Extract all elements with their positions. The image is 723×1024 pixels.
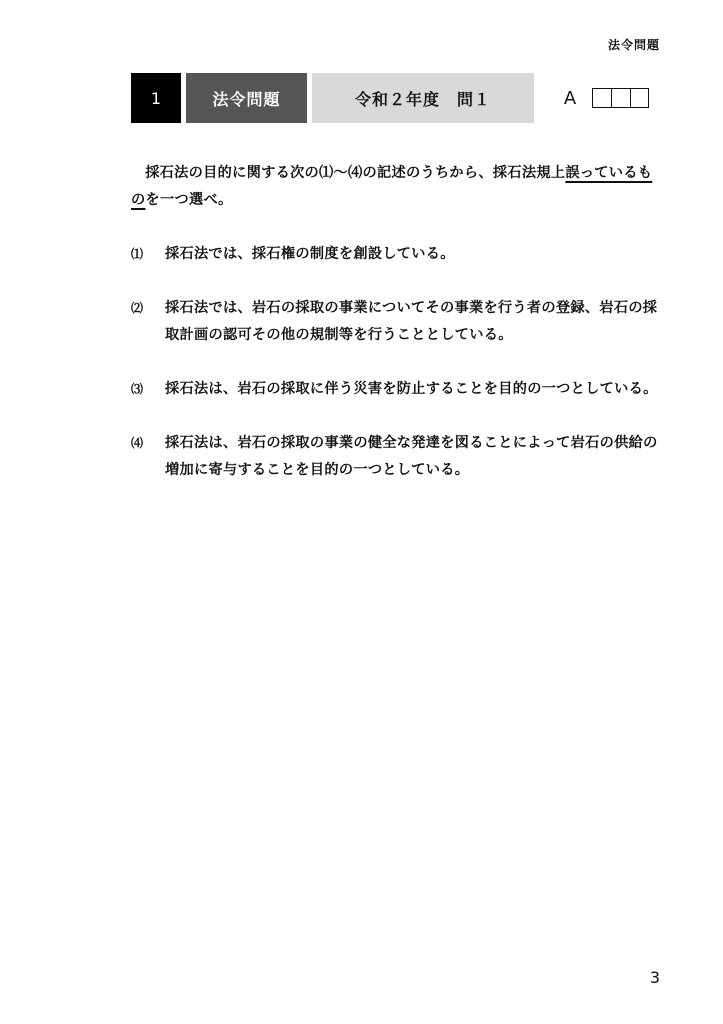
question-year: 令和２年度 問１ — [312, 73, 534, 123]
page-number: 3 — [649, 968, 660, 987]
choice-label: ⑷ — [131, 436, 144, 450]
check-box-3[interactable] — [631, 88, 650, 108]
choice-text: 採石法では、岩石の採取の事業についてその事業を行う者の登録、岩石の採取計画の認可その他の規制等を行うこととしている。 — [165, 300, 658, 343]
choice-label: ⑴ — [131, 247, 144, 261]
check-box-1[interactable] — [592, 88, 612, 108]
choice-1 — [131, 241, 661, 268]
question-content — [131, 160, 661, 484]
question-text-before: 採石法の目的に関する次の⑴～⑷の記述のうちから、採石法規上 — [145, 165, 566, 181]
choice-4 — [131, 430, 661, 484]
choice-label: ⑶ — [131, 382, 144, 396]
check-boxes — [592, 73, 649, 123]
difficulty-rank: A — [563, 87, 577, 109]
question-text-after: を一つ選べ。 — [145, 192, 233, 208]
question-header — [131, 73, 649, 123]
choice-3 — [131, 376, 661, 403]
choice-2 — [131, 295, 661, 349]
running-head: 法令問題 — [607, 38, 660, 52]
question-underlined: 誤っているもの — [131, 165, 653, 208]
question-category: 法令問題 — [186, 73, 307, 123]
question-number: 1 — [131, 73, 181, 123]
choice-text: 採石法では、採石権の制度を創設している。 — [165, 246, 455, 262]
check-box-2[interactable] — [612, 88, 631, 108]
choice-text: 採石法は、岩石の採取に伴う災害を防止することを目的の一つとしている。 — [165, 381, 658, 397]
choice-text: 採石法は、岩石の採取の事業の健全な発達を図ることによって岩石の供給の増加に寄与することを目的の一つとしている。 — [165, 435, 658, 478]
choice-label: ⑵ — [131, 301, 144, 315]
question-stem — [131, 160, 661, 214]
